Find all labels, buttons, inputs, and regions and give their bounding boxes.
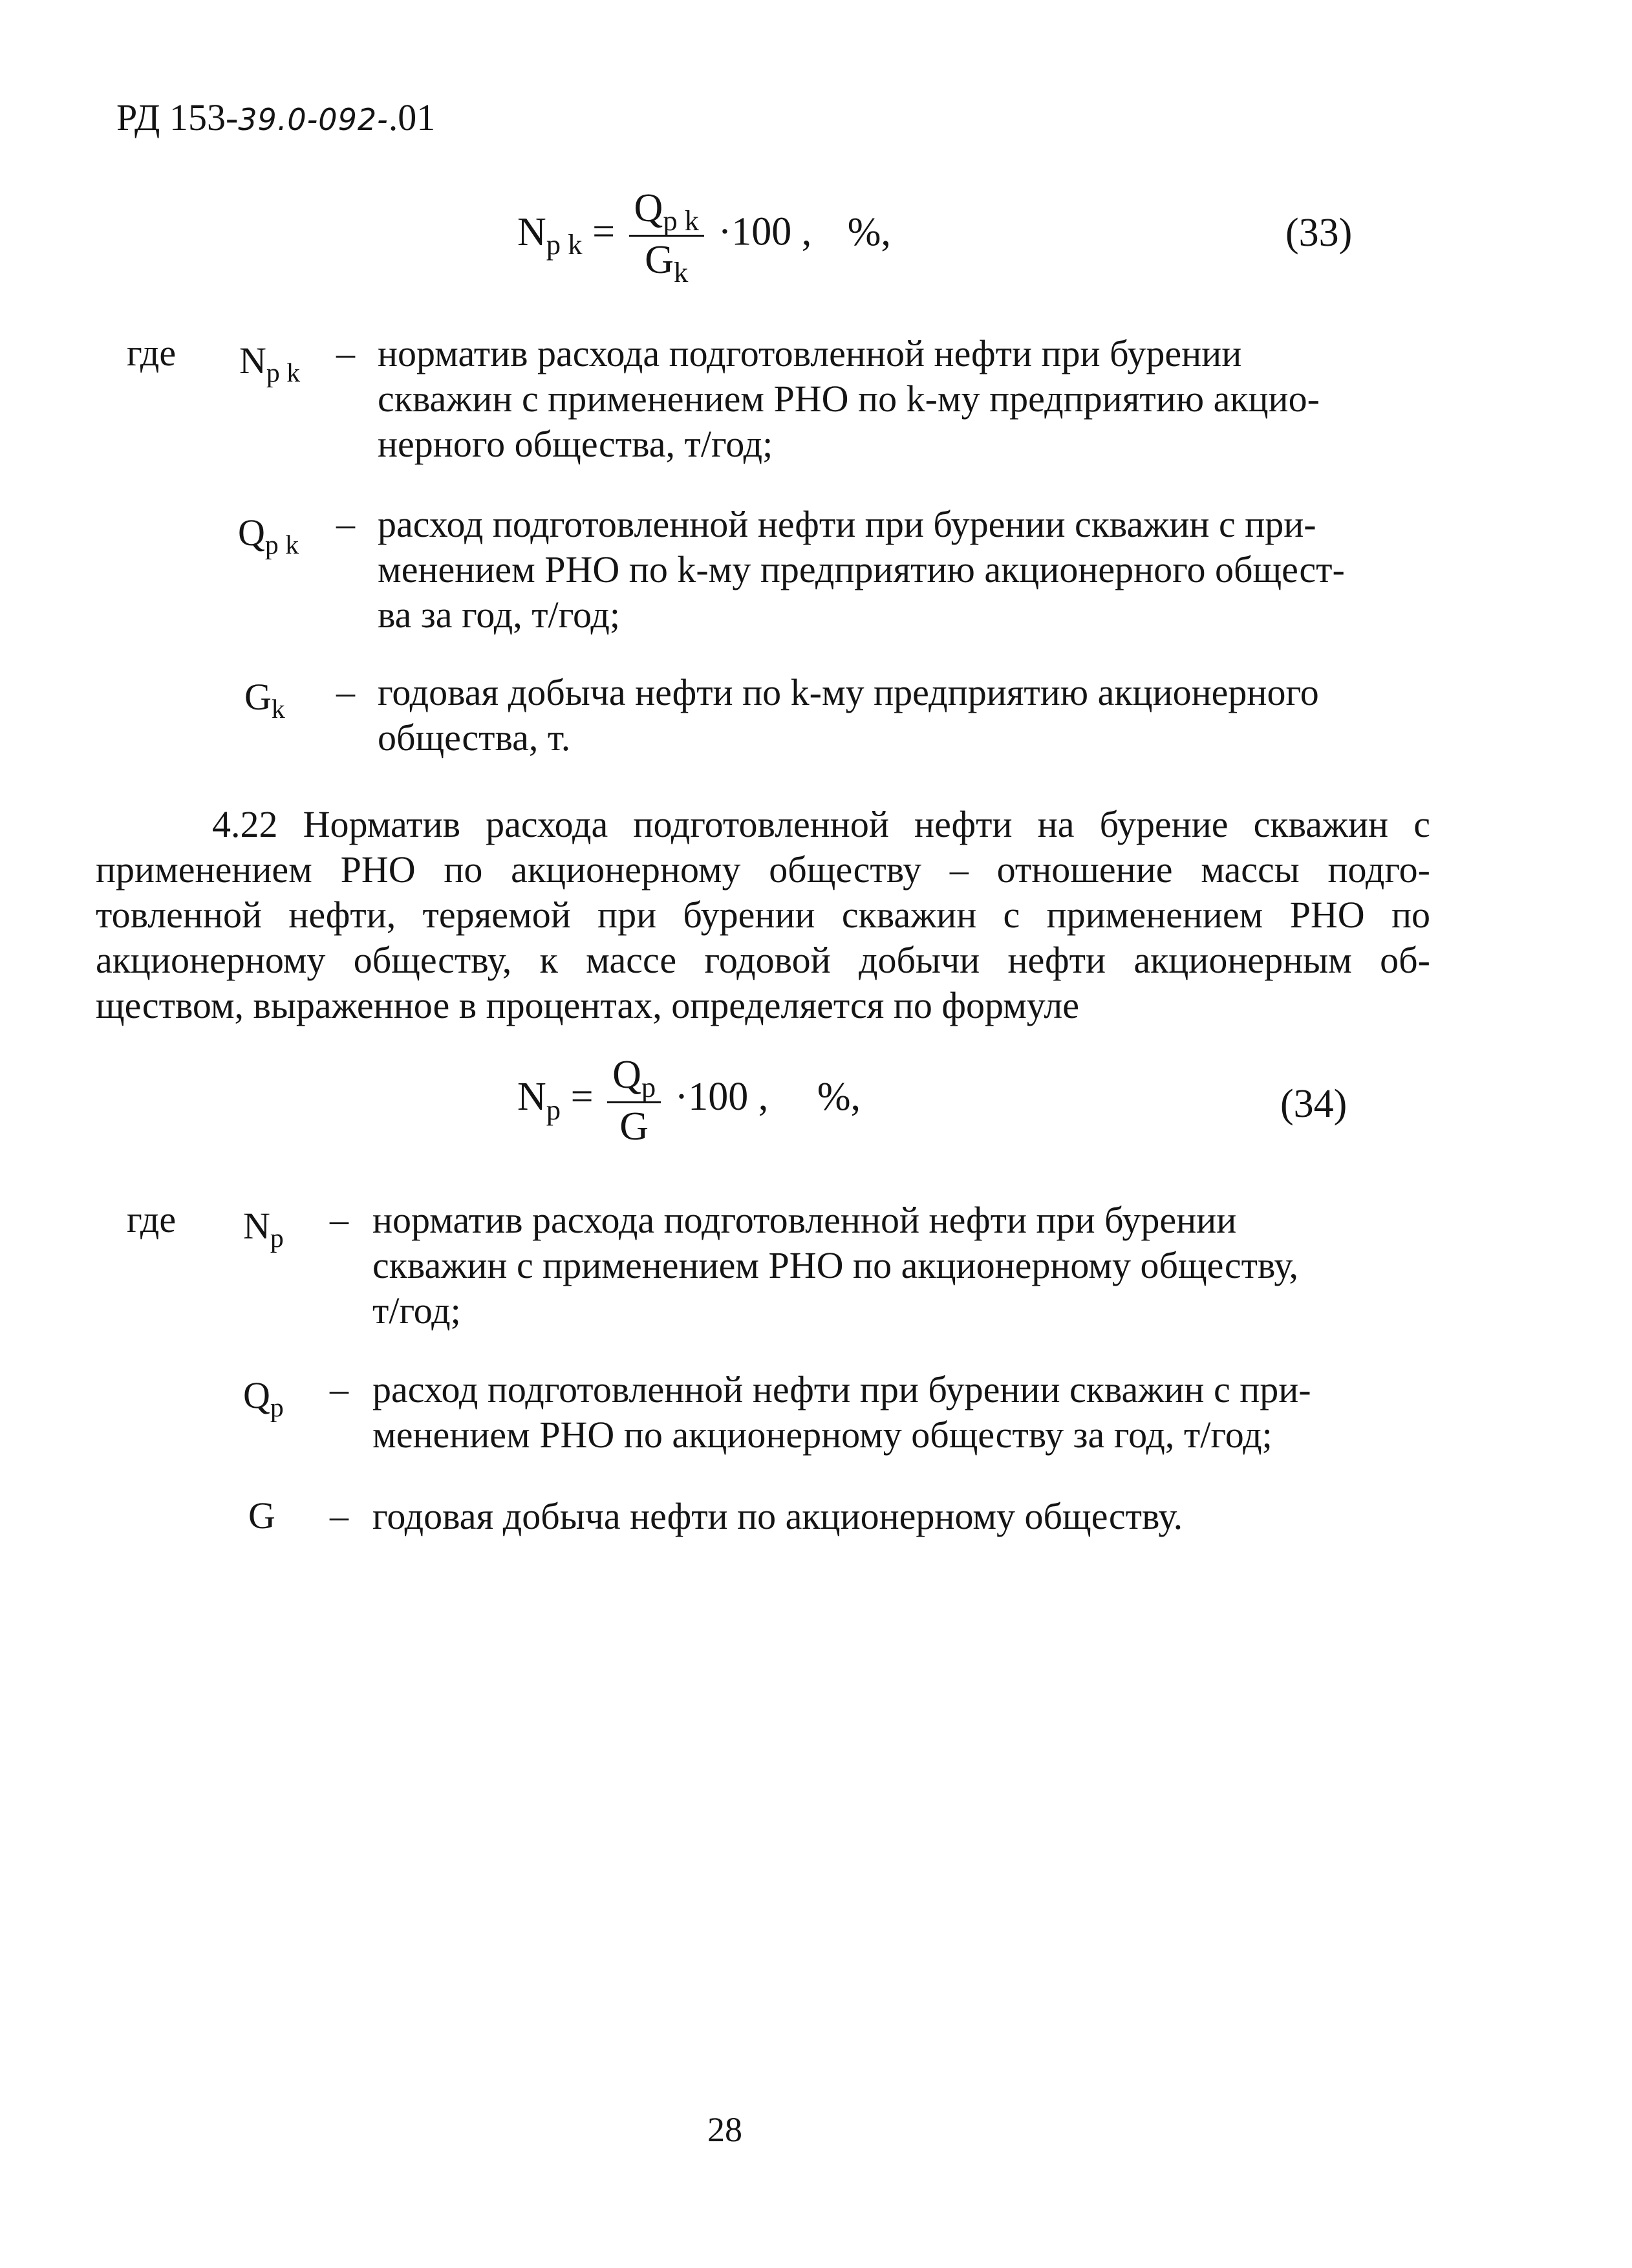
definition-dash: – xyxy=(336,502,355,545)
document-code xyxy=(116,96,435,139)
definition-line: менением РНО по k-му предприятию акционерного общест- xyxy=(378,548,1345,590)
formula-33-numerator: $Q_{p k}$ xyxy=(629,188,705,237)
page-number: 28 xyxy=(707,2110,742,2149)
where-label-34: где xyxy=(127,1198,177,1240)
formula-34-unit: %, xyxy=(817,1075,861,1119)
symbol-G: G xyxy=(248,1495,275,1537)
symbol-Qpk: $Q_{p k}$ xyxy=(238,512,299,561)
formula-33-lhs: $N_{p k}$ xyxy=(517,210,583,261)
definition-line: скважин с применением РНО по акционерному обществу, xyxy=(372,1244,1299,1286)
definition-dash: – xyxy=(330,1368,349,1410)
symbol-Npk: $N_{p k}$ xyxy=(239,340,301,389)
formula-34-factor: ·100 , xyxy=(674,1075,769,1119)
paragraph-line: товленной нефти, теряемой при бурении скважин с применением РНО по xyxy=(96,894,1430,936)
definition-dash: – xyxy=(336,671,355,713)
formula-33-factor: ·100 , xyxy=(718,210,812,254)
definition-line: нерного общества, т/год; xyxy=(378,423,773,465)
paragraph-4-22 xyxy=(96,802,1430,1028)
paragraph-line: ществом, выраженное в процентах, определяется по формуле xyxy=(96,984,1079,1026)
definition-line: ва за год, т/год; xyxy=(378,594,620,636)
definition-line: годовая добыча нефти по k-му предприятию акционерного xyxy=(378,671,1319,713)
definition-line: т/год; xyxy=(372,1290,461,1332)
formula-33 xyxy=(517,186,891,289)
formula-33-denominator: $G_k$ xyxy=(645,238,689,289)
definition-line: расход подготовленной нефти при бурении скважин с при- xyxy=(378,503,1316,545)
paragraph-line: акционерному обществу, к массе годовой добычи нефти акционерным об- xyxy=(96,939,1430,981)
definition-Gk xyxy=(378,670,1386,761)
symbol-Gk: $G_k$ xyxy=(244,676,285,725)
definition-line: расход подготовленной нефти при бурении скважин с при- xyxy=(372,1368,1311,1410)
document-code-suffix: .01 xyxy=(388,96,436,138)
definition-dash: – xyxy=(330,1198,349,1240)
definition-G xyxy=(372,1494,1381,1539)
formula-34 xyxy=(517,1054,861,1147)
definition-Npk xyxy=(378,331,1386,467)
definition-Np xyxy=(372,1198,1381,1334)
symbol-Qp: $Q_p$ xyxy=(243,1374,284,1423)
formula-33-fraction xyxy=(629,186,705,289)
formula-34-numerator: $Q_p$ xyxy=(607,1054,661,1103)
definition-dash: – xyxy=(336,332,355,374)
formula-34-denominator: G xyxy=(619,1105,649,1149)
where-label-33: где xyxy=(127,332,177,374)
paragraph-line: применением РНО по акционерному обществу – отношение массы подго- xyxy=(96,848,1430,891)
formula-34-fraction xyxy=(607,1054,661,1147)
formula-34-number: (34) xyxy=(1280,1082,1347,1126)
definition-dash: – xyxy=(330,1495,349,1537)
document-code-prefix: РД 153- xyxy=(116,96,239,138)
formula-34-lhs: $N_p$ xyxy=(517,1075,561,1126)
equals-sign: = xyxy=(570,1075,604,1119)
formula-33-number: (33) xyxy=(1285,211,1353,255)
definition-line: норматив расхода подготовленной нефти при бурении xyxy=(372,1199,1237,1241)
symbol-Np: $N_p$ xyxy=(243,1205,284,1254)
definition-line: менением РНО по акционерному обществу за год, т/год; xyxy=(372,1414,1272,1456)
equals-sign: = xyxy=(592,210,625,254)
paragraph-line: 4.22 Норматив расхода подготовленной нефти на бурение скважин с xyxy=(212,803,1430,845)
definition-line: скважин с применением РНО по k-му предприятию акцио- xyxy=(378,378,1320,420)
definition-line: общества, т. xyxy=(378,717,571,759)
definition-Qpk xyxy=(378,502,1386,638)
formula-33-unit: %, xyxy=(847,210,891,254)
document-code-handwritten: 39.0-092- xyxy=(238,102,389,137)
definition-Qp xyxy=(372,1367,1381,1458)
definition-line: норматив расхода подготовленной нефти при бурении xyxy=(378,332,1242,374)
definition-line: годовая добыча нефти по акционерному обществу. xyxy=(372,1495,1183,1537)
